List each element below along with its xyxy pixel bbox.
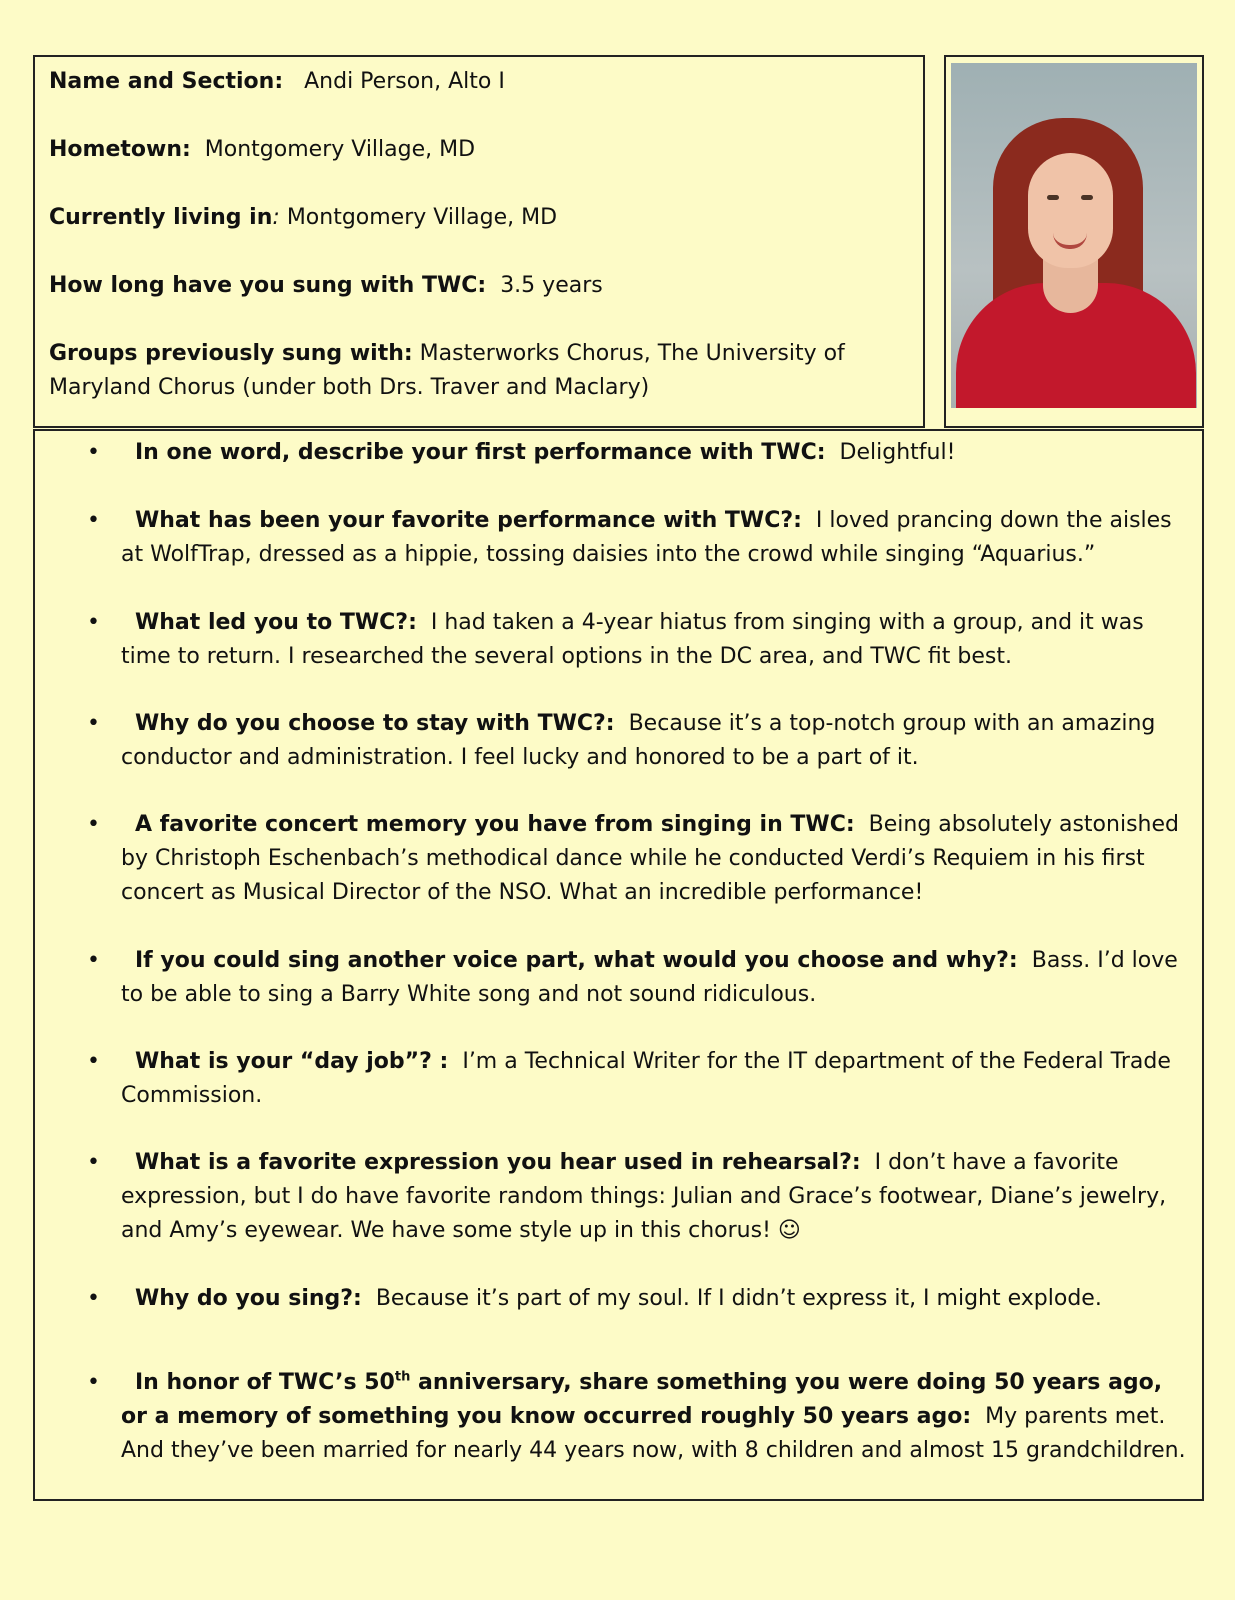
groups-label: Groups previously sung with: [49, 341, 413, 366]
name-section-label: Name and Section: [49, 69, 284, 94]
qa-item [35, 1282, 1202, 1316]
hometown-label: Hometown: [49, 137, 191, 162]
qa-question: A favorite concert memory you have from singing in TWC: [135, 812, 855, 837]
question-part-1: In honor of TWC’s 50 [135, 1370, 395, 1395]
bullet: • [87, 508, 100, 533]
qa-answer: Because it’s a top-notch group with an amazing conductor and administration. I feel lucky and honored to be a part of it. [121, 711, 1156, 770]
hometown-value: Montgomery Village, MD [204, 137, 476, 162]
qa-answer: I had taken a 4-year hiatus from singing with a group, and it was time to return. I researched the several options in the DC area, and TWC fit best. [121, 610, 1144, 669]
qa-question: If you could sing another voice part, what would you choose and why?: [135, 948, 1018, 973]
qa-answer: Delightful! [839, 440, 956, 465]
qa-answer: I don’t have a favorite expression, but I do have favorite random things: Julian and Grace’s footwear, Diane’s jewelry, and Amy’s eyewear. We have some style up in this chorus! ☺ [121, 1150, 1167, 1243]
qa-item [35, 808, 1202, 910]
question-superscript: th [394, 1369, 411, 1385]
profile-info-box [33, 55, 925, 428]
bullet: • [87, 610, 100, 635]
photo-box [944, 55, 1204, 428]
qa-item [35, 504, 1202, 572]
bullet: • [87, 1286, 100, 1311]
qa-answer: Bass. I’d love to be able to sing a Barry White song and not sound ridiculous. [121, 948, 1178, 1007]
bullet: • [87, 812, 100, 837]
qa-item [35, 1045, 1202, 1113]
how-long-label: How long have you sung with TWC: [49, 273, 487, 298]
hometown-row [49, 133, 909, 167]
qa-item [35, 436, 1202, 470]
qa-question: In one word, describe your first performance with TWC: [135, 440, 826, 465]
qa-question: What is your “day job”? : [135, 1049, 449, 1074]
how-long-row [49, 269, 909, 303]
qa-item-anniversary [35, 1366, 1202, 1468]
groups-value: Masterworks Chorus, The University of Maryland Chorus (under both Drs. Traver and Maclary) [49, 341, 845, 400]
living-colon: : [272, 205, 280, 230]
qa-question: What is a favorite expression you hear used in rehearsal?: [135, 1150, 861, 1175]
qa-item [35, 1146, 1202, 1248]
bullet: • [87, 440, 100, 465]
qa-question: What has been your favorite performance with TWC?: [135, 508, 802, 533]
portrait-photo [951, 63, 1197, 408]
bullet: • [87, 1150, 100, 1175]
qa-question: What led you to TWC?: [135, 610, 417, 635]
qa-question: Why do you choose to stay with TWC?: [135, 711, 615, 736]
name-section-row [49, 65, 909, 99]
groups-row [49, 337, 909, 405]
question-part-2: anniversary, share something you were doing 50 years ago, or a memory of something you know occurred roughly 50 years ago: [121, 1370, 1163, 1429]
qa-answer: I loved prancing down the aisles at WolfTrap, dressed as a hippie, tossing daisies into the crowd while singing “Aquarius.” [121, 508, 1172, 567]
qa-answer: I’m a Technical Writer for the IT department of the Federal Trade Commission. [121, 1049, 1171, 1108]
bullet: • [87, 711, 100, 736]
bullet: • [87, 1049, 100, 1074]
living-label: Currently living in [49, 205, 273, 230]
how-long-value: 3.5 years [500, 273, 603, 298]
name-section-value: Andi Person, Alto I [304, 69, 505, 94]
qa-answer: My parents met. And they’ve been married for nearly 44 years now, with 8 children and almost 15 grandchildren. [121, 1404, 1186, 1463]
qa-answer: Because it’s part of my soul. If I didn’t express it, I might explode. [375, 1286, 1102, 1311]
qa-box [33, 429, 1204, 1501]
bullet: • [87, 948, 100, 973]
qa-item [35, 606, 1202, 674]
bullet: • [87, 1370, 100, 1395]
living-row [49, 201, 909, 235]
qa-answer: Being absolutely astonished by Christoph Eschenbach’s methodical dance while he conducted Verdi’s Requiem in his first concert as Musical Director of the NSO. What an incredible performance! [121, 812, 1179, 905]
living-value: Montgomery Village, MD [286, 205, 558, 230]
qa-item [35, 944, 1202, 1012]
qa-item [35, 707, 1202, 775]
qa-question: Why do you sing?: [135, 1286, 362, 1311]
